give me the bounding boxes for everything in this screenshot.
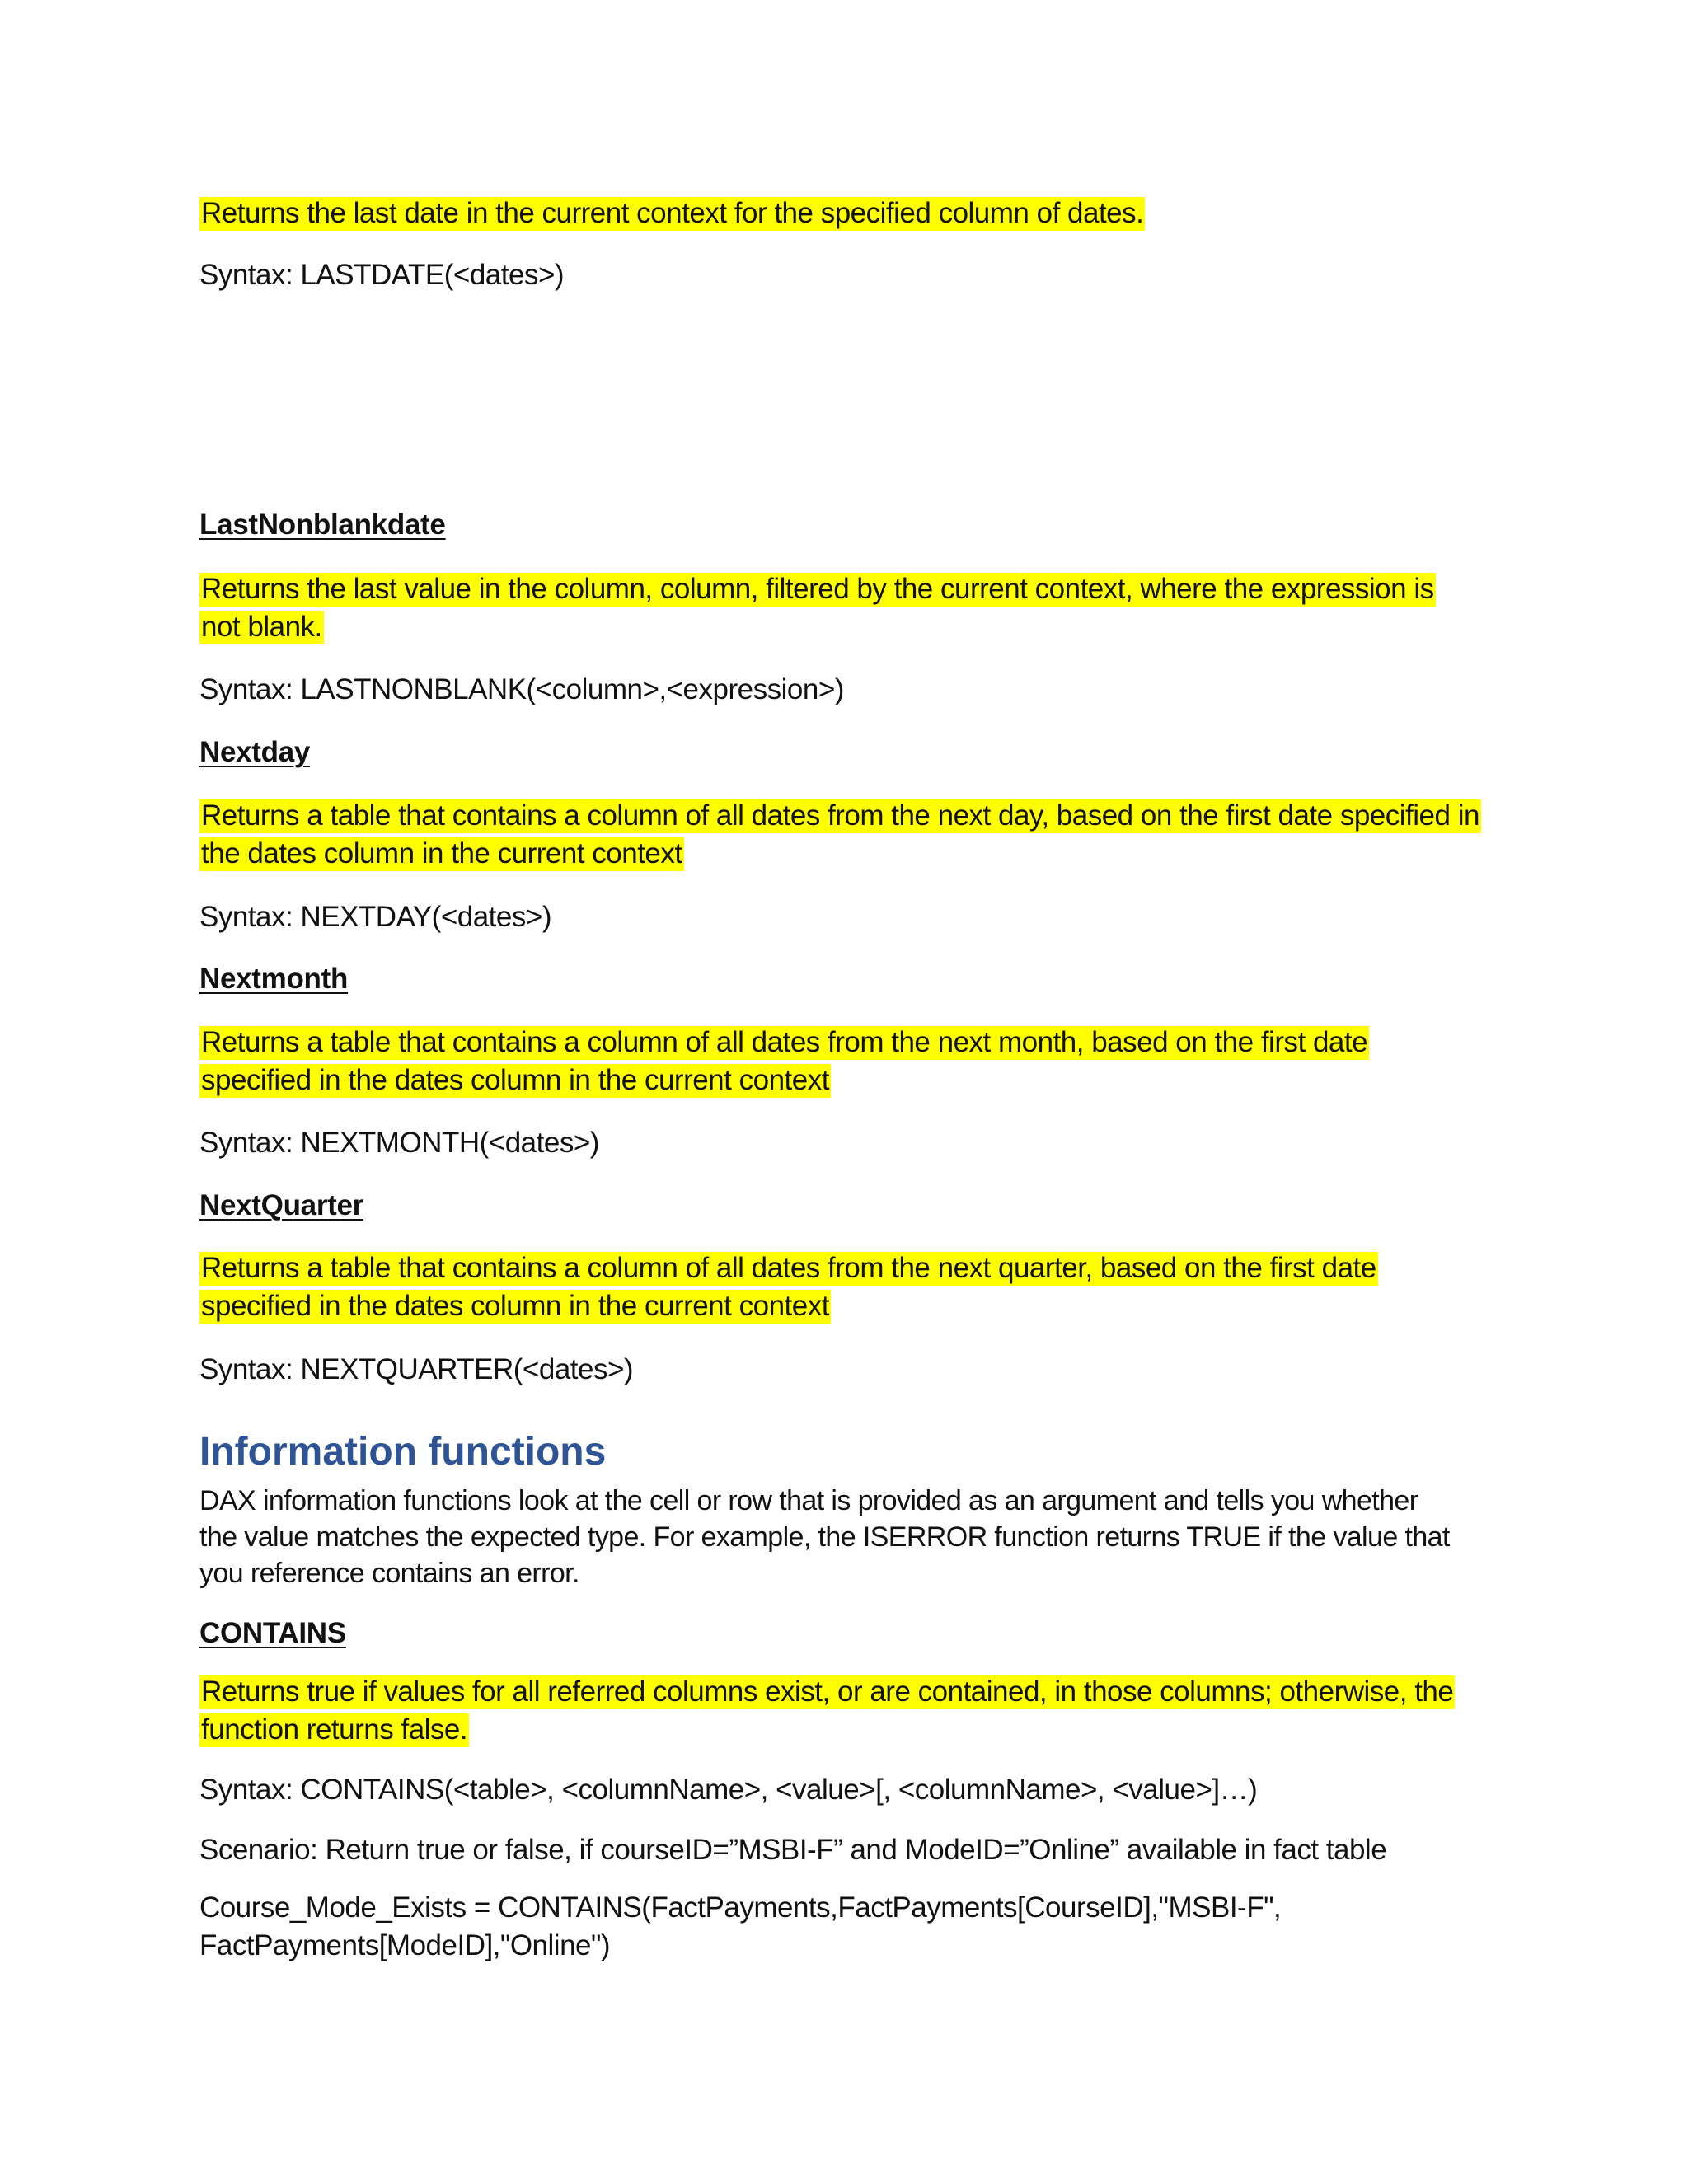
- nextday-syntax: Syntax: NEXTDAY(<dates>): [199, 901, 551, 933]
- nextquarter-syntax: Syntax: NEXTQUARTER(<dates>): [199, 1353, 634, 1385]
- information-intro-line3: you reference contains an error.: [199, 1558, 579, 1589]
- nextday-heading: Nextday: [199, 736, 311, 768]
- information-intro-line2: the value matches the expected type. For example, the ISERROR function returns TRUE if the value that: [199, 1521, 1450, 1553]
- section-title-information-functions: Information functions: [199, 1430, 607, 1474]
- lastnonblankdate-syntax: Syntax: LASTNONBLANK(<column>,<expression>): [199, 673, 844, 705]
- lastnonblankdate-description-line1: Returns the last value in the column, column, filtered by the current context, where the expression is: [201, 573, 1434, 605]
- lastdate-syntax: Syntax: LASTDATE(<dates>): [199, 259, 565, 291]
- nextday-description-line1: Returns a table that contains a column of all dates from the next day, based on the first date specified in: [201, 799, 1479, 832]
- lastdate-description: [199, 194, 1518, 232]
- nextquarter-description-line2: specified in the dates column in the current context: [201, 1290, 829, 1322]
- contains-syntax: Syntax: CONTAINS(<table>, <columnName>, <value>[, <columnName>, <value>]…): [199, 1774, 1258, 1806]
- nextmonth-description: [199, 1024, 1518, 1099]
- nextmonth-heading: Nextmonth: [199, 963, 349, 995]
- nextquarter-description: [199, 1249, 1518, 1325]
- lastnonblankdate-description-line2: not blank.: [201, 611, 322, 643]
- lastnonblankdate-heading: LastNonblankdate: [199, 509, 446, 541]
- contains-description: [199, 1673, 1518, 1749]
- nextmonth-syntax: Syntax: NEXTMONTH(<dates>): [199, 1127, 599, 1159]
- nextday-description-line2: the dates column in the current context: [201, 837, 682, 869]
- contains-description-line2: function returns false.: [201, 1713, 468, 1746]
- contains-description-line1: Returns true if values for all referred columns exist, or are contained, in those columns; otherwise, the: [201, 1675, 1454, 1708]
- contains-heading: CONTAINS: [199, 1617, 346, 1649]
- lastnonblankdate-description: [199, 570, 1518, 646]
- nextday-description: [199, 797, 1518, 873]
- contains-example: [199, 1889, 1518, 1965]
- contains-example-line2: FactPayments[ModeID],"Online"): [199, 1929, 611, 1961]
- lastdate-description-text: Returns the last date in the current context for the specified column of dates.: [201, 197, 1144, 229]
- contains-example-line1: Course_Mode_Exists = CONTAINS(FactPayments,FactPayments[CourseID],"MSBI-F",: [199, 1891, 1282, 1924]
- contains-scenario: Scenario: Return true or false, if courseID=”MSBI-F” and ModeID=”Online” available in fact table: [199, 1834, 1387, 1866]
- nextmonth-description-line1: Returns a table that contains a column of all dates from the next month, based on the first date: [201, 1026, 1368, 1058]
- nextmonth-description-line2: specified in the dates column in the current context: [201, 1064, 829, 1096]
- nextquarter-heading: NextQuarter: [199, 1189, 363, 1221]
- information-intro-line1: DAX information functions look at the cell or row that is provided as an argument and tells you whether: [199, 1485, 1418, 1516]
- information-intro: [199, 1483, 1518, 1591]
- nextquarter-description-line1: Returns a table that contains a column of all dates from the next quarter, based on the first date: [201, 1252, 1376, 1284]
